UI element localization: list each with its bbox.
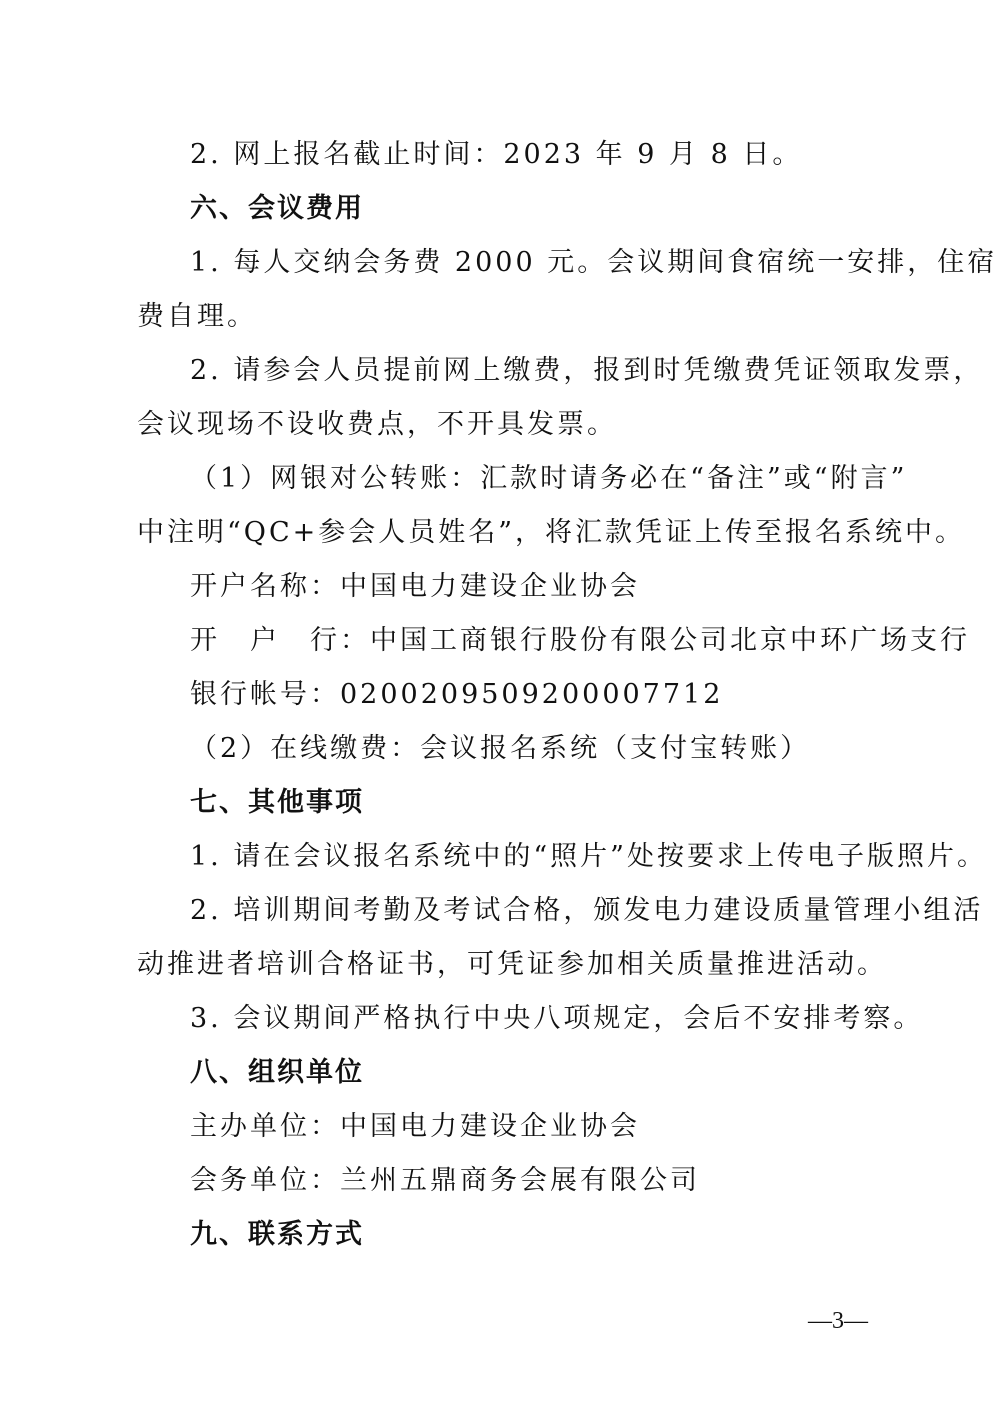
bank-branch: 开 户 行：中国工商银行股份有限公司北京中环广场支行	[190, 625, 970, 656]
bank-transfer-note-cont: 中注明“QC+参会人员姓名”，将汇款凭证上传至报名系统中。	[137, 517, 966, 548]
online-payment: （2）在线缴费：会议报名系统（支付宝转账）	[190, 733, 811, 764]
host-organization: 主办单位：中国电力建设企业协会	[190, 1111, 640, 1142]
other-item-2: 2. 培训期间考勤及考试合格，颁发电力建设质量管理小组活	[190, 895, 984, 926]
other-item-1: 1. 请在会议报名系统中的“照片”处按要求上传电子版照片。	[190, 841, 987, 872]
bank-account-number: 银行帐号：0200209509200007712	[190, 679, 724, 710]
other-item-2-cont: 动推进者培训合格证书，可凭证参加相关质量推进活动。	[137, 949, 887, 980]
fee-item-1-cont: 费自理。	[137, 301, 257, 332]
section-heading-contact: 九、联系方式	[190, 1219, 364, 1250]
section-heading-fees: 六、会议费用	[190, 193, 364, 224]
fee-item-2: 2. 请参会人员提前网上缴费，报到时凭缴费凭证领取发票，	[190, 355, 984, 386]
section-heading-organizers: 八、组织单位	[190, 1057, 364, 1088]
page-number: —3—	[808, 1308, 868, 1334]
conference-service-organization: 会务单位：兰州五鼎商务会展有限公司	[190, 1165, 700, 1196]
registration-deadline: 2. 网上报名截止时间：2023 年 9 月 8 日。	[190, 139, 803, 170]
bank-transfer-note: （1）网银对公转账：汇款时请务必在“备注”或“附言”	[190, 463, 908, 494]
other-item-3: 3. 会议期间严格执行中央八项规定，会后不安排考察。	[190, 1003, 924, 1034]
fee-item-2-cont: 会议现场不设收费点，不开具发票。	[137, 409, 617, 440]
account-name: 开户名称：中国电力建设企业协会	[190, 571, 640, 602]
section-heading-other: 七、其他事项	[190, 787, 364, 818]
fee-item-1: 1. 每人交纳会务费 2000 元。会议期间食宿统一安排，住宿	[190, 247, 998, 278]
